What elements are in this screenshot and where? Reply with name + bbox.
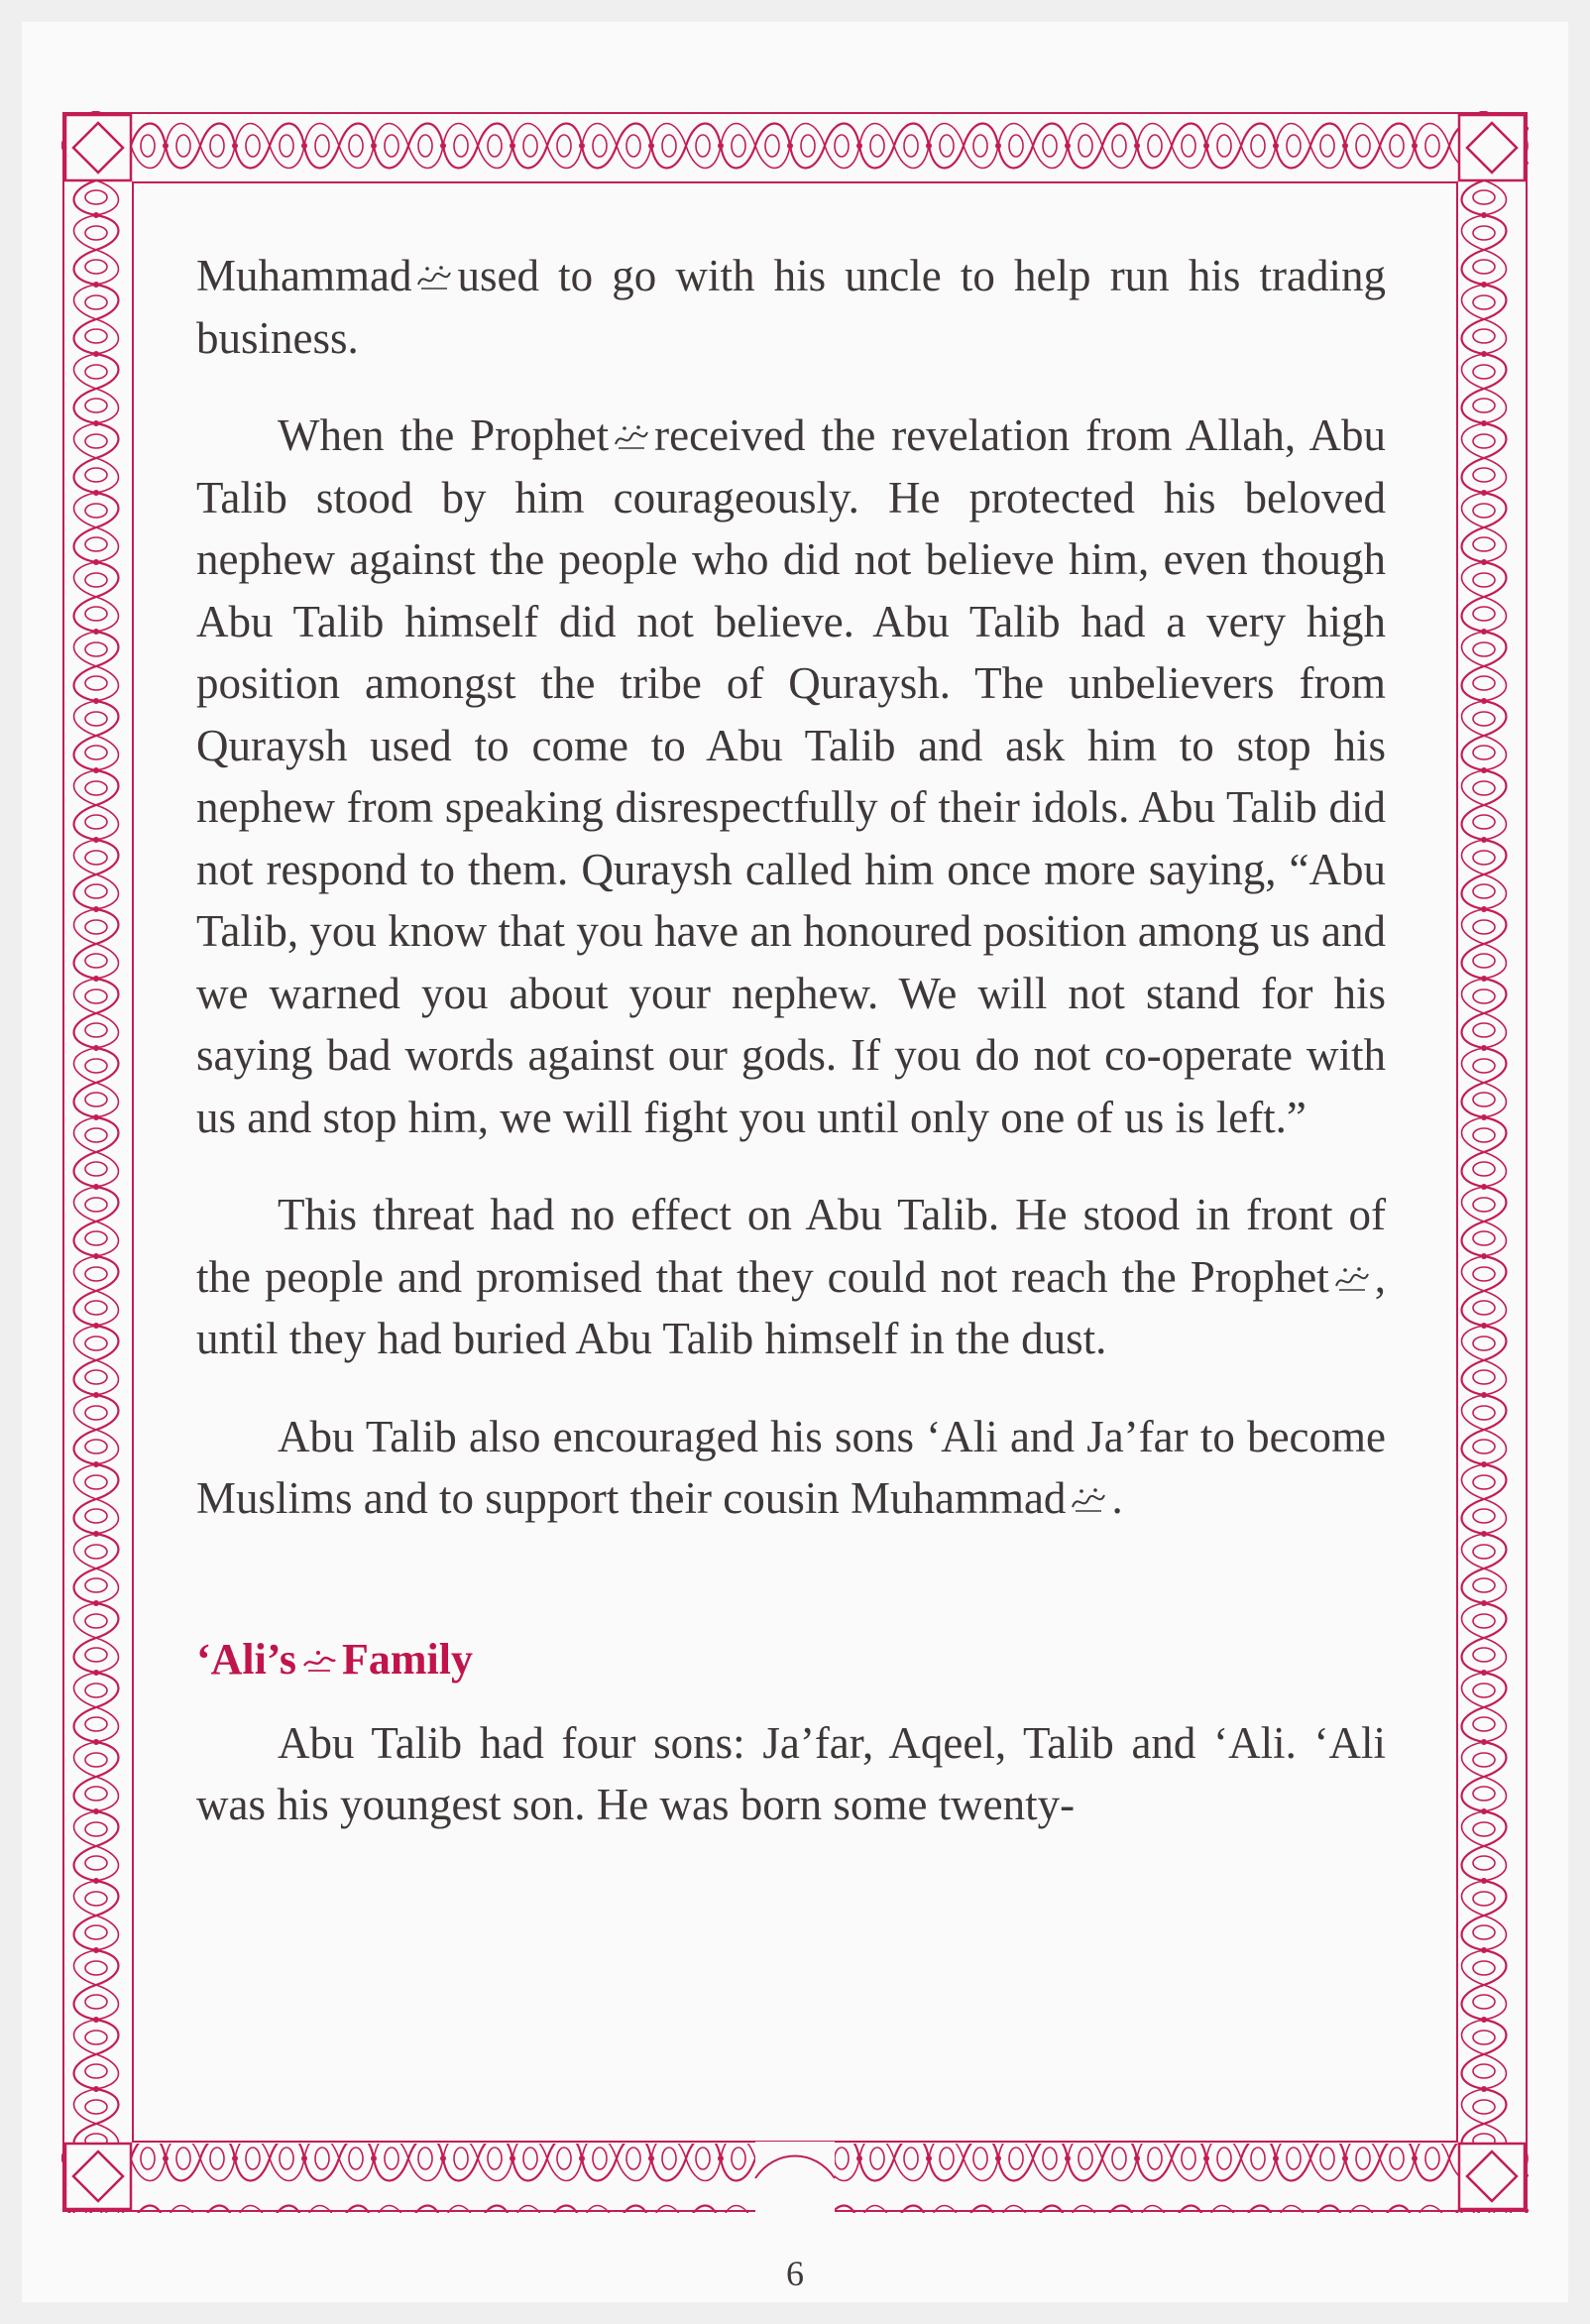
- text-run: Muhammad: [196, 251, 412, 300]
- paragraph-5: Abu Talib had four sons: Ja’far, Aqeel, Talib and ‘Ali. ‘Ali was his youngest son. He was born some twenty-: [196, 1717, 1386, 1829]
- paragraph-3: [196, 1184, 1386, 1370]
- salawat-icon: [415, 263, 453, 292]
- alayhis-salam-icon: [300, 1646, 338, 1676]
- text-run: This threat had no effect on Abu Talib. He stood in front of the people and promised that they could not reach the Prophet: [196, 1190, 1386, 1302]
- paragraph-1: [196, 245, 1386, 369]
- paragraph-4: [196, 1406, 1386, 1530]
- text-run: received the revelation from Allah, Abu Talib stood by him courageously. He protected his beloved nephew against the people who did not believe him, even though Abu Talib himself did not believe. Abu Talib had a very high position amongst the tribe of Quraysh. The unbelievers from Quraysh used to come to Abu Talib and ask him to stop his nephew from speaking disrespectfully of their idols. Abu Talib did not respond to them. Quraysh called him once more saying, “Abu Talib, you know that you have an honoured position among us and we warned you about your nephew. We will not stand for his saying bad words against our gods. If you do not co-operate with us and stop him, we will fight you until only one of us is left.”: [196, 410, 1386, 1142]
- text-run: .: [1111, 1473, 1123, 1523]
- text-run: , until they had buried Abu Talib himself in the dust.: [196, 1251, 1386, 1363]
- text-run: When the Prophet: [278, 410, 610, 460]
- heading-text: Family: [342, 1634, 474, 1684]
- paragraph-2: [196, 405, 1386, 1148]
- salawat-icon: [1333, 1264, 1371, 1294]
- text-run: used to go with his uncle to help run his trading business.: [196, 251, 1386, 363]
- salawat-icon: [613, 422, 650, 452]
- section-heading: [196, 1629, 1386, 1690]
- heading-text: ‘Ali’s: [196, 1634, 297, 1684]
- page-number: 6: [786, 2254, 804, 2293]
- book-page: [22, 22, 1568, 2302]
- body-text: [196, 245, 1386, 1836]
- text-run: Abu Talib also encouraged his sons ‘Ali and Ja’far to become Muslims and to support their cousin Muhammad: [196, 1411, 1386, 1523]
- salawat-icon: [1070, 1485, 1107, 1515]
